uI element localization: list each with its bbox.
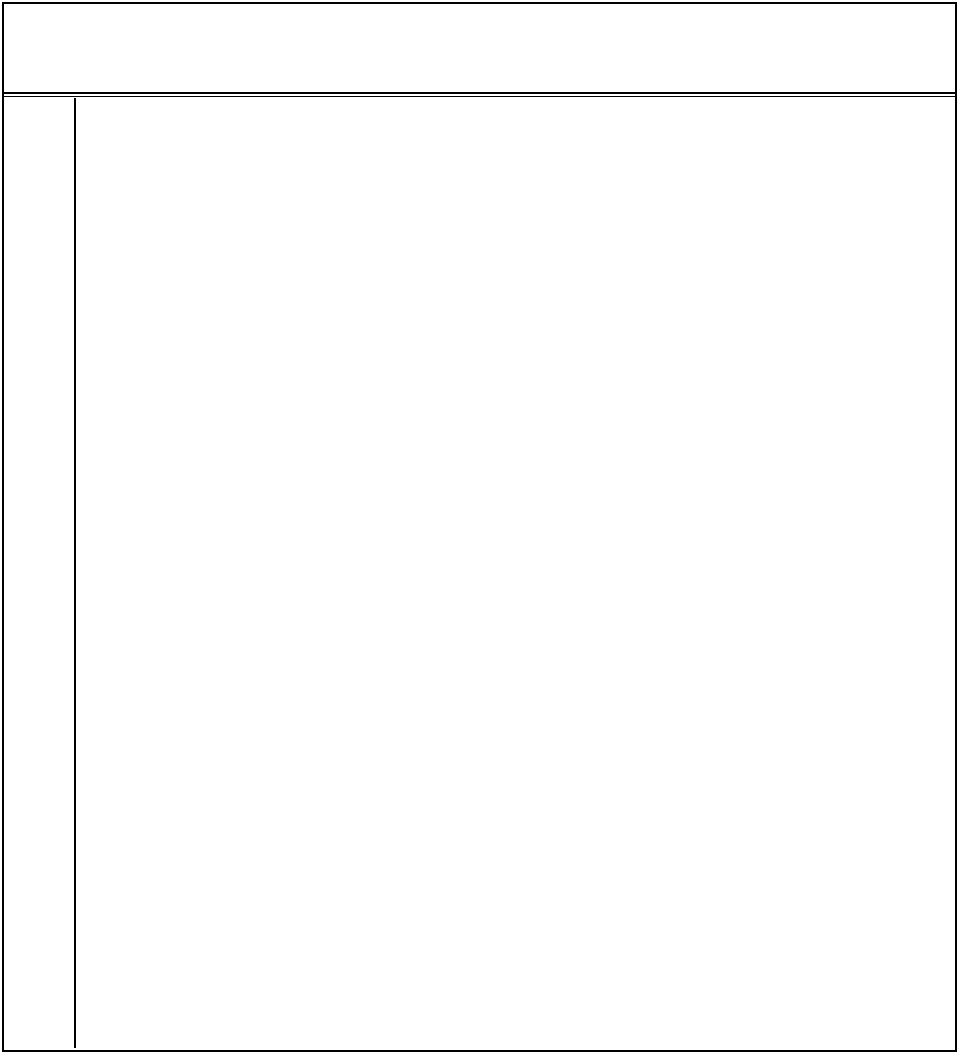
header-teacher xyxy=(744,4,950,94)
table-frame xyxy=(2,2,957,1052)
header-level xyxy=(532,4,642,94)
header-name xyxy=(76,4,282,94)
header-divider xyxy=(4,92,955,94)
header-year xyxy=(4,4,76,94)
class-label xyxy=(4,98,76,1048)
header-competition xyxy=(286,4,532,94)
table-header xyxy=(4,4,955,94)
header-result xyxy=(642,4,742,94)
header-divider-inner xyxy=(4,96,955,97)
